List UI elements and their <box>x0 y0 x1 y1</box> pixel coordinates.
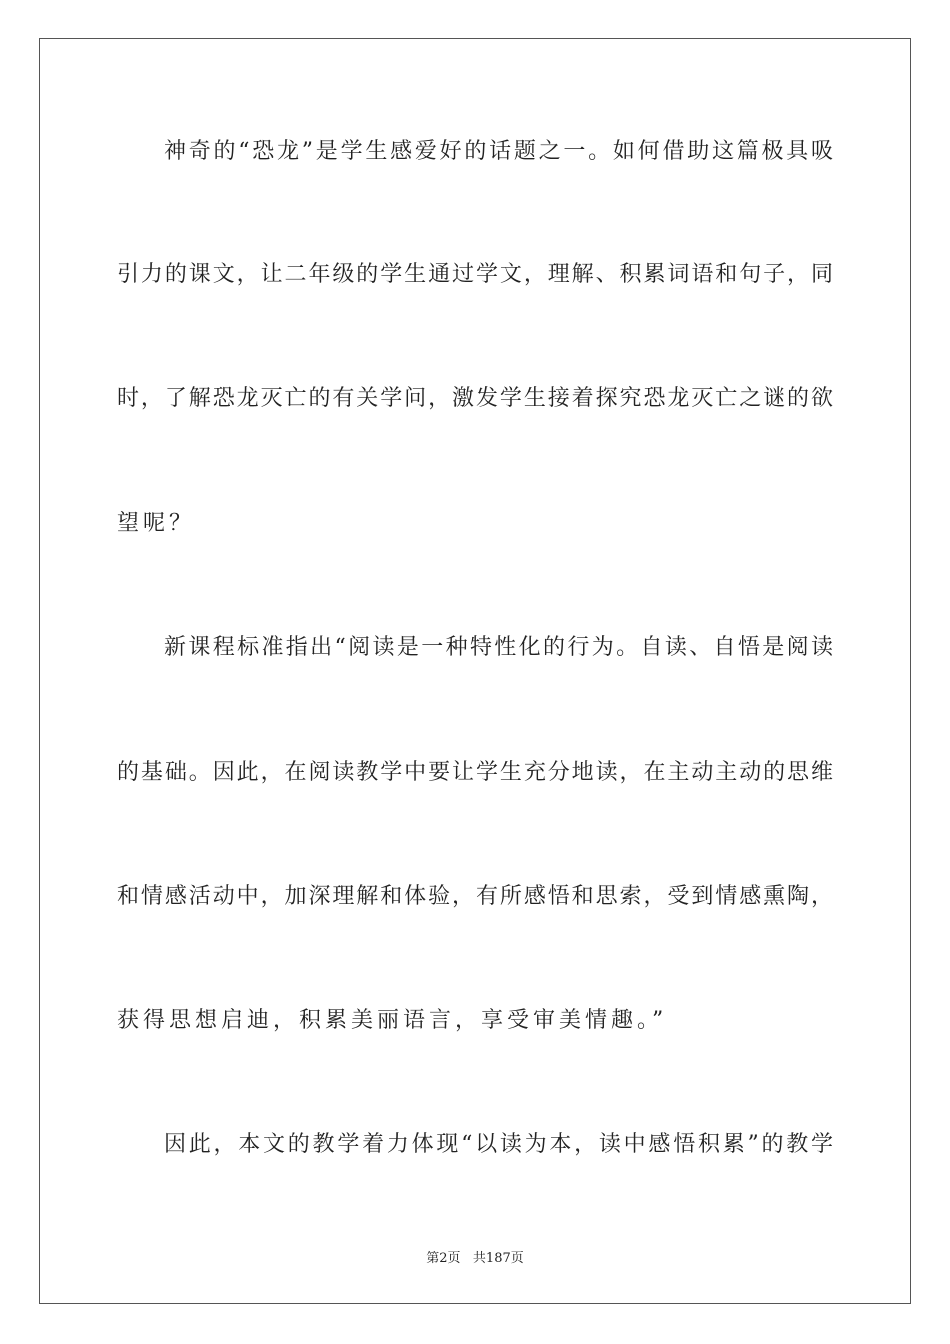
paragraph-2-line-4: 获得思想启迪，积累美丽语言，享受审美情趣。” <box>117 1008 668 1033</box>
paragraph-2-line-3: 和情感活动中，加深理解和体验，有所感悟和思索，受到情感熏陶， <box>117 884 833 909</box>
paragraph-2-line-1: 新课程标准指出“阅读是一种特性化的行为。自读、自悟是阅读 <box>164 635 833 660</box>
paragraph-1-line-1: 神奇的“恐龙”是学生感爱好的话题之一。如何借助这篇极具吸 <box>164 139 833 164</box>
page-footer <box>0 1247 950 1266</box>
page-total: 共187页 <box>472 1251 524 1266</box>
page-number: 第2页 <box>426 1251 461 1266</box>
page-frame <box>39 38 911 1304</box>
paragraph-2-line-2: 的基础。因此，在阅读教学中要让学生充分地读，在主动主动的思维 <box>117 760 833 785</box>
paragraph-1-line-4: 望呢？ <box>117 511 196 536</box>
paragraph-3-line-1: 因此，本文的教学着力体现“以读为本，读中感悟积累”的教学 <box>164 1132 833 1157</box>
paragraph-1-line-2: 引力的课文，让二年级的学生通过学文，理解、积累词语和句子，同 <box>117 262 833 287</box>
paragraph-1-line-3: 时，了解恐龙灭亡的有关学问，激发学生接着探究恐龙灭亡之谜的欲 <box>117 386 833 411</box>
